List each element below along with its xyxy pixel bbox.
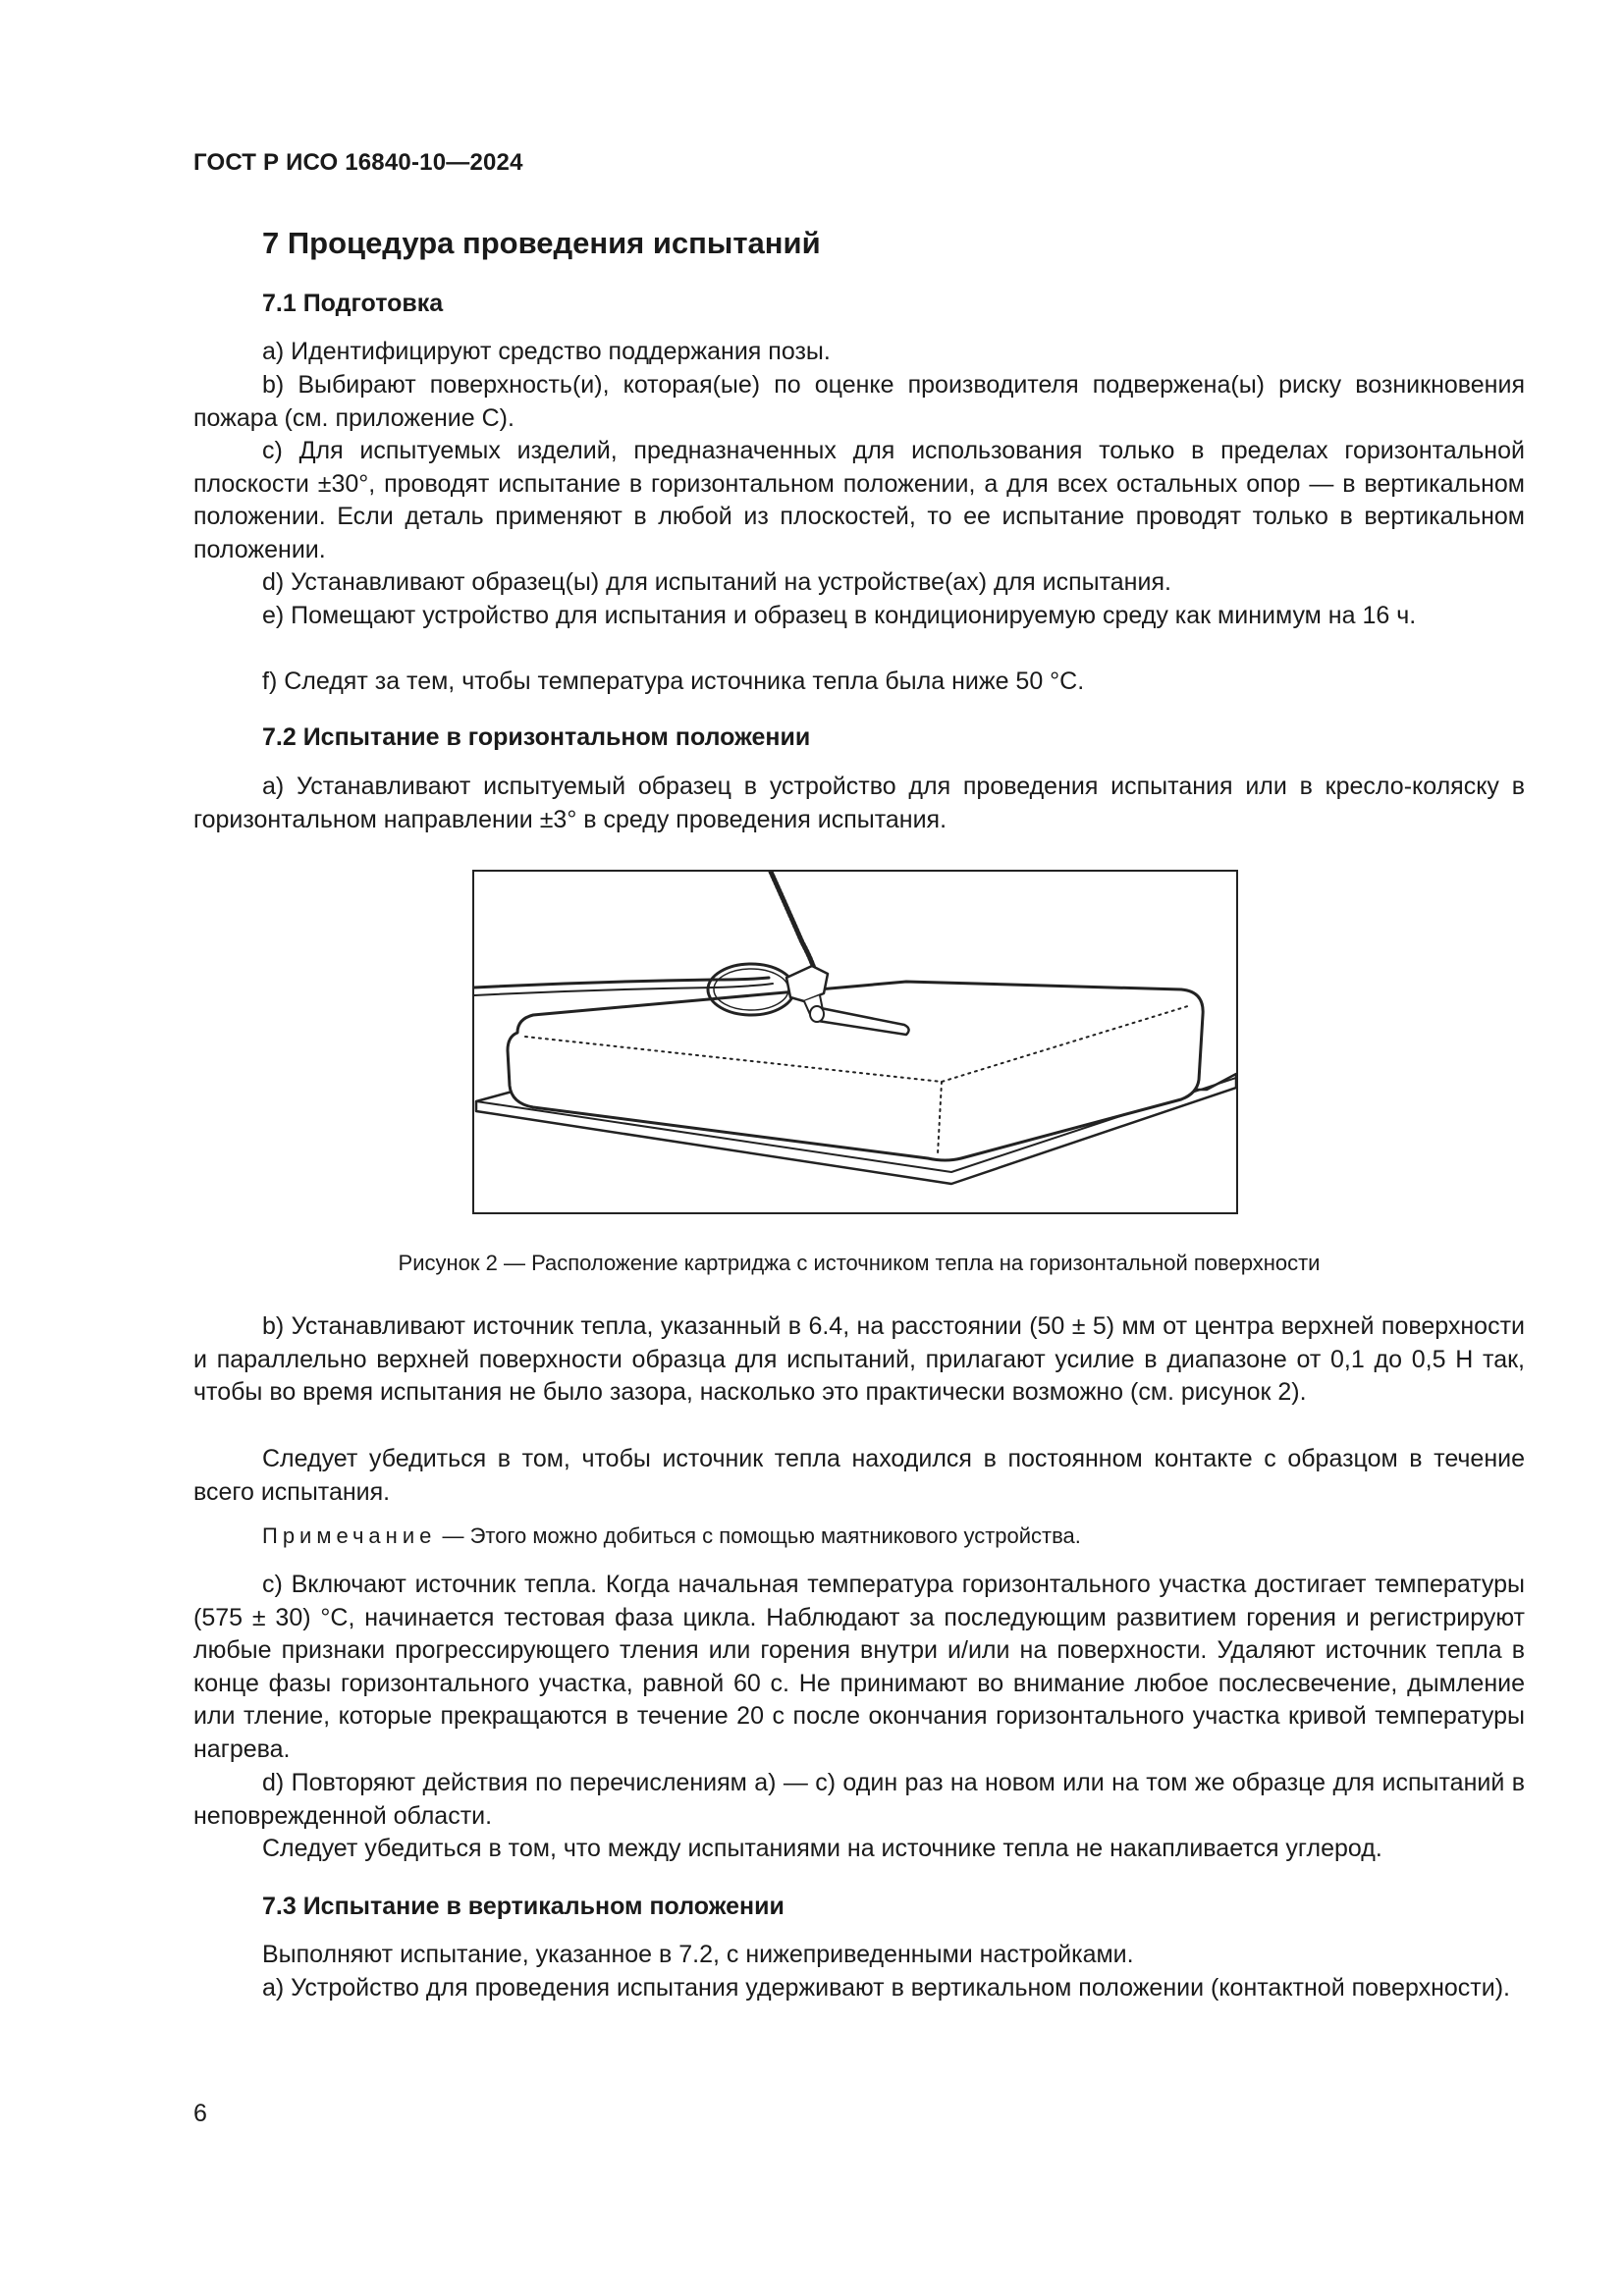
- subsection-title-7-2: 7.2 Испытание в горизонтальном положении: [262, 723, 811, 751]
- paragraph-7-1-b: b) Выбирают поверхность(и), которая(ые) по оценке производителя подвержена(ы) риску возникновения пожара (см. приложение C).: [193, 371, 1525, 432]
- note-label: Примечание: [262, 1523, 437, 1548]
- section-title: 7 Процедура проведения испытаний: [262, 226, 821, 260]
- paragraph-7-3-a: a) Устройство для проведения испытания удерживают в вертикальном положении (контактной поверхности).: [262, 1974, 1510, 2002]
- paragraph-7-2-d2: Следует убедиться в том, что между испытаниями на источнике тепла не накапливается углерод.: [262, 1835, 1382, 1862]
- subsection-title-7-1: 7.1 Подготовка: [262, 290, 444, 317]
- paragraph-7-2-d: d) Повторяют действия по перечислениям a) — c) один раз на новом или на том же образце для испытаний в неповрежденной области.: [193, 1769, 1525, 1830]
- paragraph-7-1-a: a) Идентифицируют средство поддержания позы.: [262, 338, 831, 365]
- note: [262, 1523, 1081, 1549]
- subsection-title-7-3: 7.3 Испытание в вертикальном положении: [262, 1893, 785, 1920]
- paragraph-7-2-b: b) Устанавливают источник тепла, указанный в 6.4, на расстоянии (50 ± 5) мм от центра верхней поверхности и параллельно верхней поверхности образца для испытаний, прилагают усилие в диапазоне от 0,1 до 0,5 Н так, чтобы во время испытания не было зазора, насколько это практически возможно (см. рисунок 2).: [193, 1312, 1525, 1406]
- paragraph-7-1-d: d) Устанавливают образец(ы) для испытаний на устройстве(ах) для испытания.: [262, 568, 1171, 596]
- paragraph-7-1-c: c) Для испытуемых изделий, предназначенных для использования только в пределах горизонтальной плоскости ±30°, проводят испытание в горизонтальном положении, а для всех остальных опор — в вертикальном положении. Если деталь применяют в любой из плоскостей, то ее испытание проводят только в вертикальном положении.: [193, 437, 1525, 563]
- figure-caption: Рисунок 2 — Расположение картриджа с источником тепла на горизонтальной поверхности: [398, 1251, 1321, 1275]
- note-text: — Этого можно добиться с помощью маятникового устройства.: [436, 1523, 1081, 1548]
- figure-2-illustration: [472, 870, 1238, 1214]
- standard-code: ГОСТ Р ИСО 16840-10—2024: [193, 149, 523, 176]
- paragraph-7-1-f: f) Следят за тем, чтобы температура источника тепла была ниже 50 °C.: [262, 667, 1085, 695]
- paragraph-7-2-a: a) Устанавливают испытуемый образец в устройство для проведения испытания или в кресло-коляску в горизонтальном направлении ±3° в среду проведения испытания.: [193, 773, 1525, 833]
- paragraph-7-3-intro: Выполняют испытание, указанное в 7.2, с нижеприведенными настройками.: [262, 1941, 1134, 1968]
- paragraph-7-2-b2: Следует убедиться в том, чтобы источник тепла находился в постоянном контакте с образцом в течение всего испытания.: [193, 1445, 1525, 1506]
- paragraph-7-2-c: c) Включают источник тепла. Когда начальная температура горизонтального участка достигает температуры (575 ± 30) °C, начинается тестовая фаза цикла. Наблюдают за последующим развитием горения и регистрируют любые признаки прогрессирующего тления или горения внутри и/или на поверхности. Удаляют источник тепла в конце фазы горизонтального участка, равной 60 с. Не принимают во внимание любое послесвечение, дымление или тление, которые прекращаются в течение 20 с после окончания горизонтального участка кривой температуры нагрева.: [193, 1571, 1525, 1763]
- heat-source-cartridge-drawing: [474, 872, 1236, 1212]
- page-number: 6: [193, 2100, 207, 2127]
- paragraph-7-1-e: e) Помещают устройство для испытания и образец в кондиционируемую среду как минимум на 16 ч.: [262, 602, 1417, 629]
